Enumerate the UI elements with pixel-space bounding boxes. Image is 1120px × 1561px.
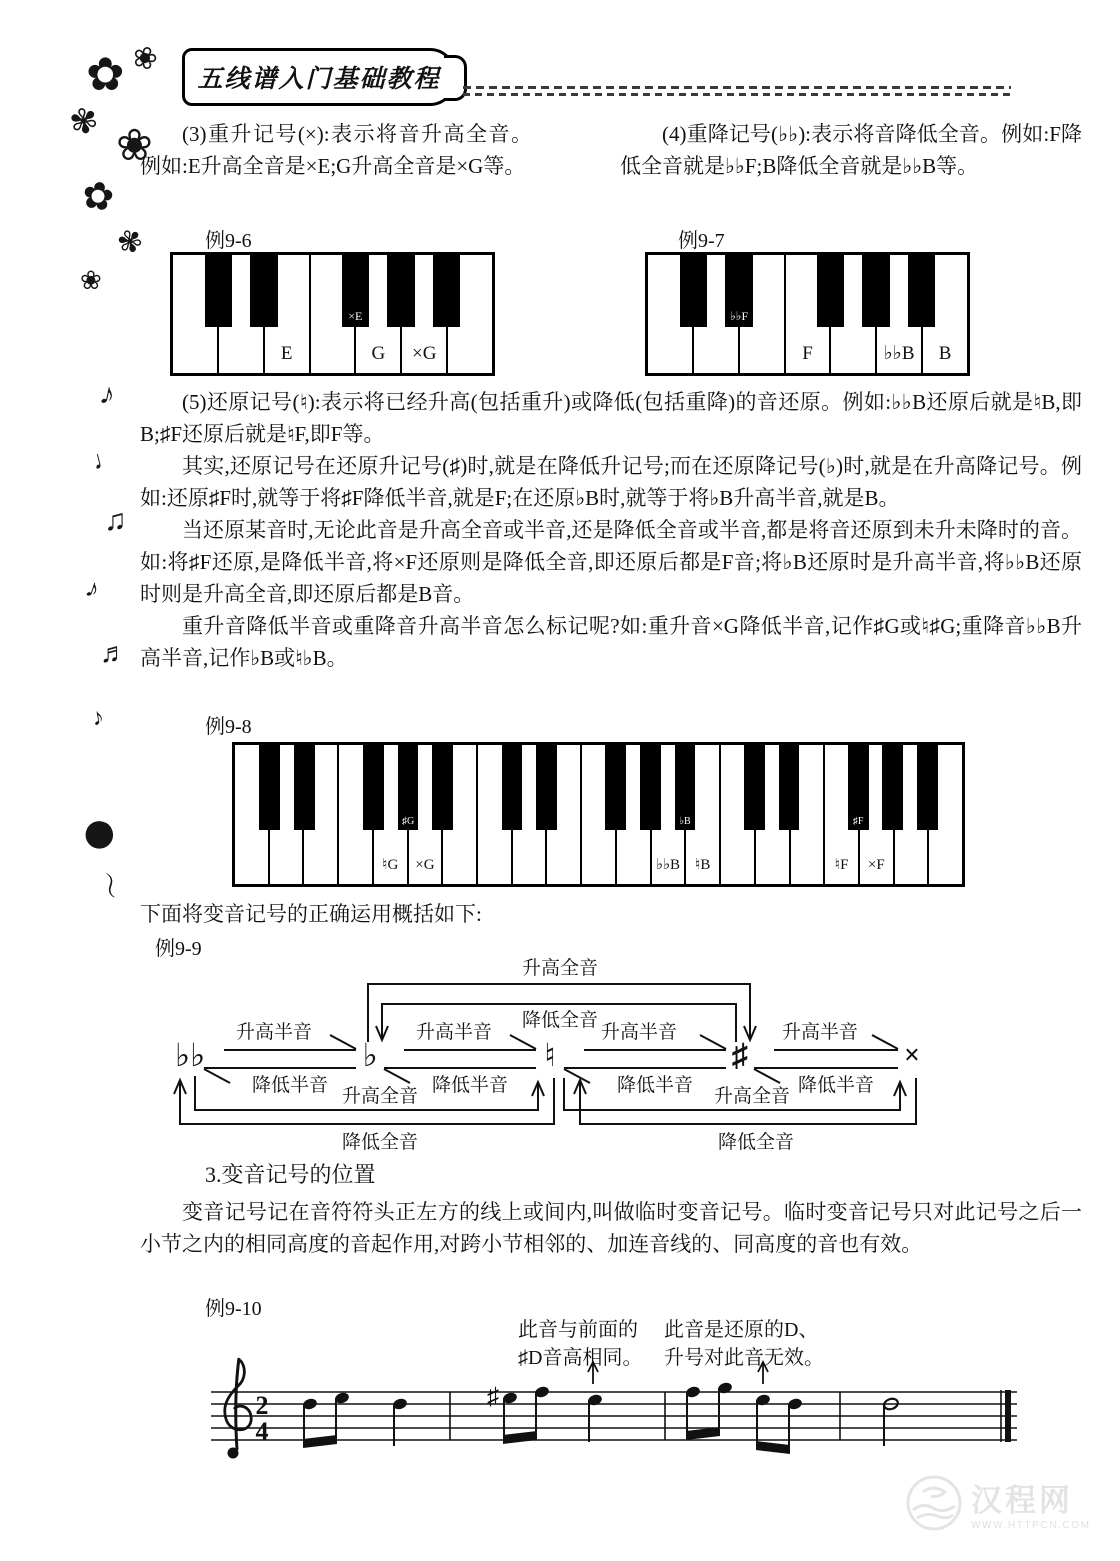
label-lower-whole-top: 降低全音 (521, 1010, 599, 1031)
black-key (205, 255, 232, 327)
label-lower-semi: 降低半音 (431, 1075, 509, 1096)
black-key (817, 255, 844, 327)
black-key (848, 745, 869, 830)
paragraph-text: (3)重升记号(×):表示将音升高全音。例如:E升高全音是×E;G升高全音是×G等。 (140, 122, 532, 178)
example-label-9-7: 例9-7 (678, 230, 725, 252)
blob-decoration-icon: ● (80, 796, 119, 867)
annotation-line: 此音与前面的 (518, 1319, 638, 1341)
symbol-sharp: ♯ (732, 1037, 748, 1073)
label-raise-semi: 升高半音 (235, 1022, 313, 1043)
music-note-decoration-icon: ♪ (96, 376, 119, 413)
watermark (903, 1472, 1091, 1534)
music-note-decoration-icon: ♪ (81, 572, 104, 605)
paragraph-position: 变音记号记在音符符头正左方的线上或间内,叫做临时变音记号。临时变音记号只对此记号之后一小节之内的相同高度的音起作用,对跨小节相邻的、加连音线的、同高度的音也有效。 (140, 1200, 1082, 1256)
black-key (387, 255, 414, 327)
symbol-natural: ♮ (544, 1037, 556, 1073)
black-key (342, 255, 369, 327)
black-key (259, 745, 280, 830)
keyboard-example-9-8 (232, 742, 965, 887)
time-signature-top: 2 (255, 1391, 269, 1420)
black-key (432, 745, 453, 830)
key-label: G (371, 343, 386, 364)
watermark-logo-icon (903, 1472, 965, 1534)
music-note-decoration-icon: ♬ (100, 638, 128, 669)
paragraph-restore: 当还原某音时,无论此音是升高全音或半音,还是降低全音或半音,都是将音还原到未升未降时的音。如:将♯F还原,是降低半音,将×F还原则是降低全音,即还原后都是F音;将♭B还原时是升高半音,将♭♭B还原时则是升高全音,即还原后都是B音。 (140, 518, 1082, 606)
label-lower-semi: 降低半音 (251, 1075, 329, 1096)
label-lower-semi: 降低半音 (797, 1075, 875, 1096)
example-label-9-8: 例9-8 (205, 716, 252, 738)
key-label: ×G (412, 343, 437, 364)
label-lower-whole-bottom-right: 降低全音 (717, 1132, 795, 1153)
black-key (536, 745, 557, 830)
keyboard-example-9-6 (170, 252, 495, 376)
watermark-site-name: 汉程网 (971, 1483, 1073, 1518)
music-staff-example (195, 1338, 1035, 1483)
key-label: ♮G (382, 857, 399, 873)
label-raise-whole-bottom-right: 升高全音 (713, 1086, 791, 1107)
key-label: ♯G (401, 815, 415, 827)
accidental-relation-diagram (140, 950, 1080, 1160)
section-heading-3: 3.变音记号的位置 (205, 1162, 376, 1187)
key-label: ×E (348, 308, 363, 323)
key-label: ♭♭B (883, 343, 915, 364)
time-signature-bottom: 4 (255, 1417, 269, 1446)
black-key (433, 255, 460, 327)
flower-decoration-icon: ✿ (78, 173, 118, 221)
key-label: ×F (867, 857, 885, 873)
black-key (862, 255, 889, 327)
paragraph-marking: 重升音降低半音或重降音升高半音怎么标记呢?如:重升音×G降低半音,记作♯G或♮♯G;重降音♭♭B升高半音,记作♭B或♮♭B。 (140, 614, 1082, 670)
pointer-arrow-natural-d (758, 1362, 768, 1384)
black-key (917, 745, 938, 830)
key-label: ♮F (834, 857, 849, 873)
black-key (882, 745, 903, 830)
flower-decoration-icon: ❀ (80, 266, 102, 295)
key-label: ×G (415, 857, 435, 873)
symbol-double-flat: ♭♭ (174, 1037, 206, 1073)
key-label: F (802, 343, 813, 364)
example-label-9-6: 例9-6 (205, 230, 252, 252)
key-label: ♭♭B (655, 857, 681, 873)
black-key (725, 255, 752, 327)
paragraph-text: (4)重降记号(♭♭):表示将音降低全音。例如:F降低全音就是♭♭F;B降低全音就是♭♭B等。 (620, 122, 1082, 178)
music-note-decoration-icon: ♩ (88, 441, 122, 476)
label-raise-semi: 升高半音 (600, 1022, 678, 1043)
black-key (908, 255, 935, 327)
chapter-banner (182, 48, 456, 106)
dashed-divider (463, 86, 1011, 97)
body-paragraphs (140, 386, 1082, 674)
page-title: 五线谱入门基础教程 (197, 66, 441, 93)
treble-clef-icon (225, 1358, 251, 1459)
label-raise-semi: 升高半音 (415, 1022, 493, 1043)
sharp-accidental: ♯ (487, 1384, 499, 1410)
black-key (605, 745, 626, 830)
annotation-line: ♯D音高相同。 (518, 1347, 643, 1369)
label-lower-semi: 降低半音 (616, 1075, 694, 1096)
black-key (294, 745, 315, 830)
paragraph-double-sharp (140, 118, 532, 182)
black-key (675, 745, 696, 830)
key-label: ♯F (852, 815, 864, 827)
key-label: ♭B (679, 815, 691, 827)
label-lower-whole-bottom-left: 降低全音 (341, 1132, 419, 1153)
flower-decoration-icon: ❀ (116, 121, 153, 170)
black-key (398, 745, 419, 830)
key-label: ♭♭F (730, 308, 749, 323)
music-note-decoration-icon: ♫ (104, 504, 127, 537)
keyboard-example-9-7 (645, 252, 970, 376)
annotation-line: 此音是还原的D、 (664, 1319, 819, 1341)
flower-decoration-icon: ✿ (86, 49, 125, 100)
key-label: ♮B (695, 857, 711, 873)
label-raise-semi: 升高半音 (781, 1022, 859, 1043)
black-key (250, 255, 277, 327)
key-label: B (938, 343, 952, 364)
symbol-flat: ♭ (362, 1037, 378, 1073)
flower-decoration-icon: ✾ (66, 101, 102, 144)
example-label-9-9: 例9-9 (155, 938, 202, 960)
black-key (779, 745, 800, 830)
annotation-line: 升号对此音无效。 (664, 1347, 824, 1369)
symbol-double-sharp: × (904, 1040, 920, 1071)
black-key (640, 745, 661, 830)
flower-decoration-icon: ❀ (127, 38, 162, 79)
paragraph-natural-sign: (5)还原记号(♮):表示将已经升高(包括重升)或降低(包括重降)的音还原。例如:♭♭B还原后就是♮B,即B;♯F还原后就是♮F,即F等。 (140, 390, 1082, 446)
black-key (502, 745, 523, 830)
paragraph-double-flat (620, 118, 1082, 182)
label-raise-whole-top: 升高全音 (521, 958, 599, 979)
pointer-arrow-same-pitch (588, 1362, 598, 1384)
paragraph-position-wrap (140, 1196, 1082, 1260)
watermark-site-url: WWW.HTTPCN.COM (971, 1520, 1091, 1531)
vine-decoration-icon: 〜 (90, 868, 127, 903)
paragraph-natural-explain: 其实,还原记号在还原升记号(♯)时,就是在降低升记号;而在还原降记号(♭)时,就是在升高降记号。例如:还原♯F时,就等于将♯F降低半音,就是F;在还原♭B时,就等于将♭B升高半音,就是B。 (140, 454, 1082, 510)
black-key (680, 255, 707, 327)
example-label-9-10: 例9-10 (205, 1298, 262, 1320)
label-raise-whole-bottom-left: 升高全音 (341, 1086, 419, 1107)
note-group-measure-2 (502, 1385, 603, 1444)
music-note-decoration-icon: ♪ (89, 704, 107, 732)
lead-sentence: 下面将变音记号的正确运用概括如下: (140, 902, 482, 926)
flower-decoration-icon: ✾ (112, 222, 148, 263)
black-key (744, 745, 765, 830)
black-key (363, 745, 384, 830)
key-label: E (280, 343, 293, 364)
